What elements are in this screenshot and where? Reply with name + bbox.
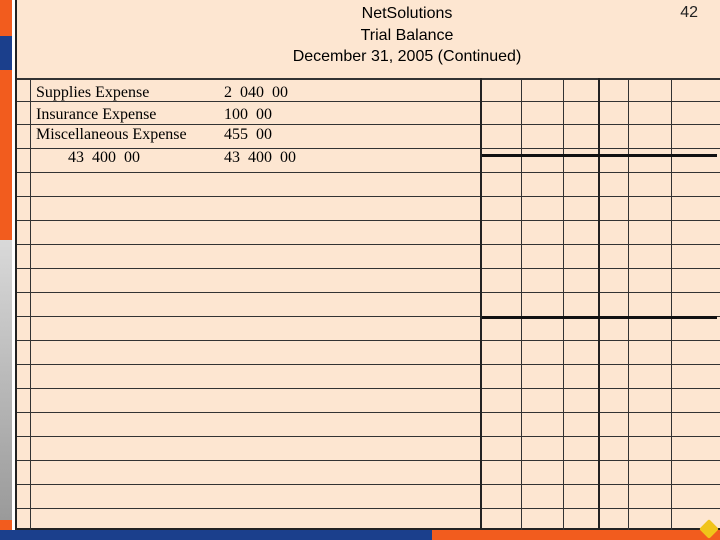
report-title: Trial Balance [360, 27, 454, 44]
amount-column-divider [480, 78, 482, 530]
amount-column-line [521, 78, 522, 530]
ledger-grid [17, 78, 720, 530]
rule-line [17, 436, 720, 437]
bottom-accent-bar [0, 530, 720, 540]
rule-line [17, 364, 720, 365]
rule-line [17, 388, 720, 389]
account-name: Insurance Expense [36, 106, 157, 123]
rule-line [17, 484, 720, 485]
amount-column-line [671, 78, 672, 530]
margin-line [30, 78, 31, 530]
rule-line [17, 292, 720, 293]
rule-line [17, 340, 720, 341]
total-label: 43 400 00 [36, 149, 140, 166]
account-amount: 2 040 00 [224, 84, 288, 101]
rule-line [17, 244, 720, 245]
report-date: December 31, 2005 (Continued) [292, 48, 522, 65]
rule-line [17, 412, 720, 413]
rule-line [17, 220, 720, 221]
rule-line [17, 460, 720, 461]
total-amount: 43 400 00 [224, 149, 296, 166]
worksheet-paper [15, 0, 720, 530]
company-name: NetSolutions [361, 5, 453, 22]
rule-line [17, 268, 720, 269]
amount-column-divider [598, 78, 600, 530]
amount-column-line [563, 78, 564, 530]
page-number: 42 [680, 4, 698, 21]
double-rule [482, 316, 717, 319]
total-rule [482, 154, 717, 157]
amount-column-line [628, 78, 629, 530]
account-amount: 100 00 [224, 106, 272, 123]
left-accent-bar [0, 0, 12, 540]
account-amount: 455 00 [224, 126, 272, 143]
rule-line [17, 196, 720, 197]
worksheet-header [17, 0, 720, 80]
rule-line [17, 508, 720, 509]
account-name: Miscellaneous Expense [36, 126, 187, 143]
rule-line [17, 172, 720, 173]
account-name: Supplies Expense [36, 84, 150, 101]
